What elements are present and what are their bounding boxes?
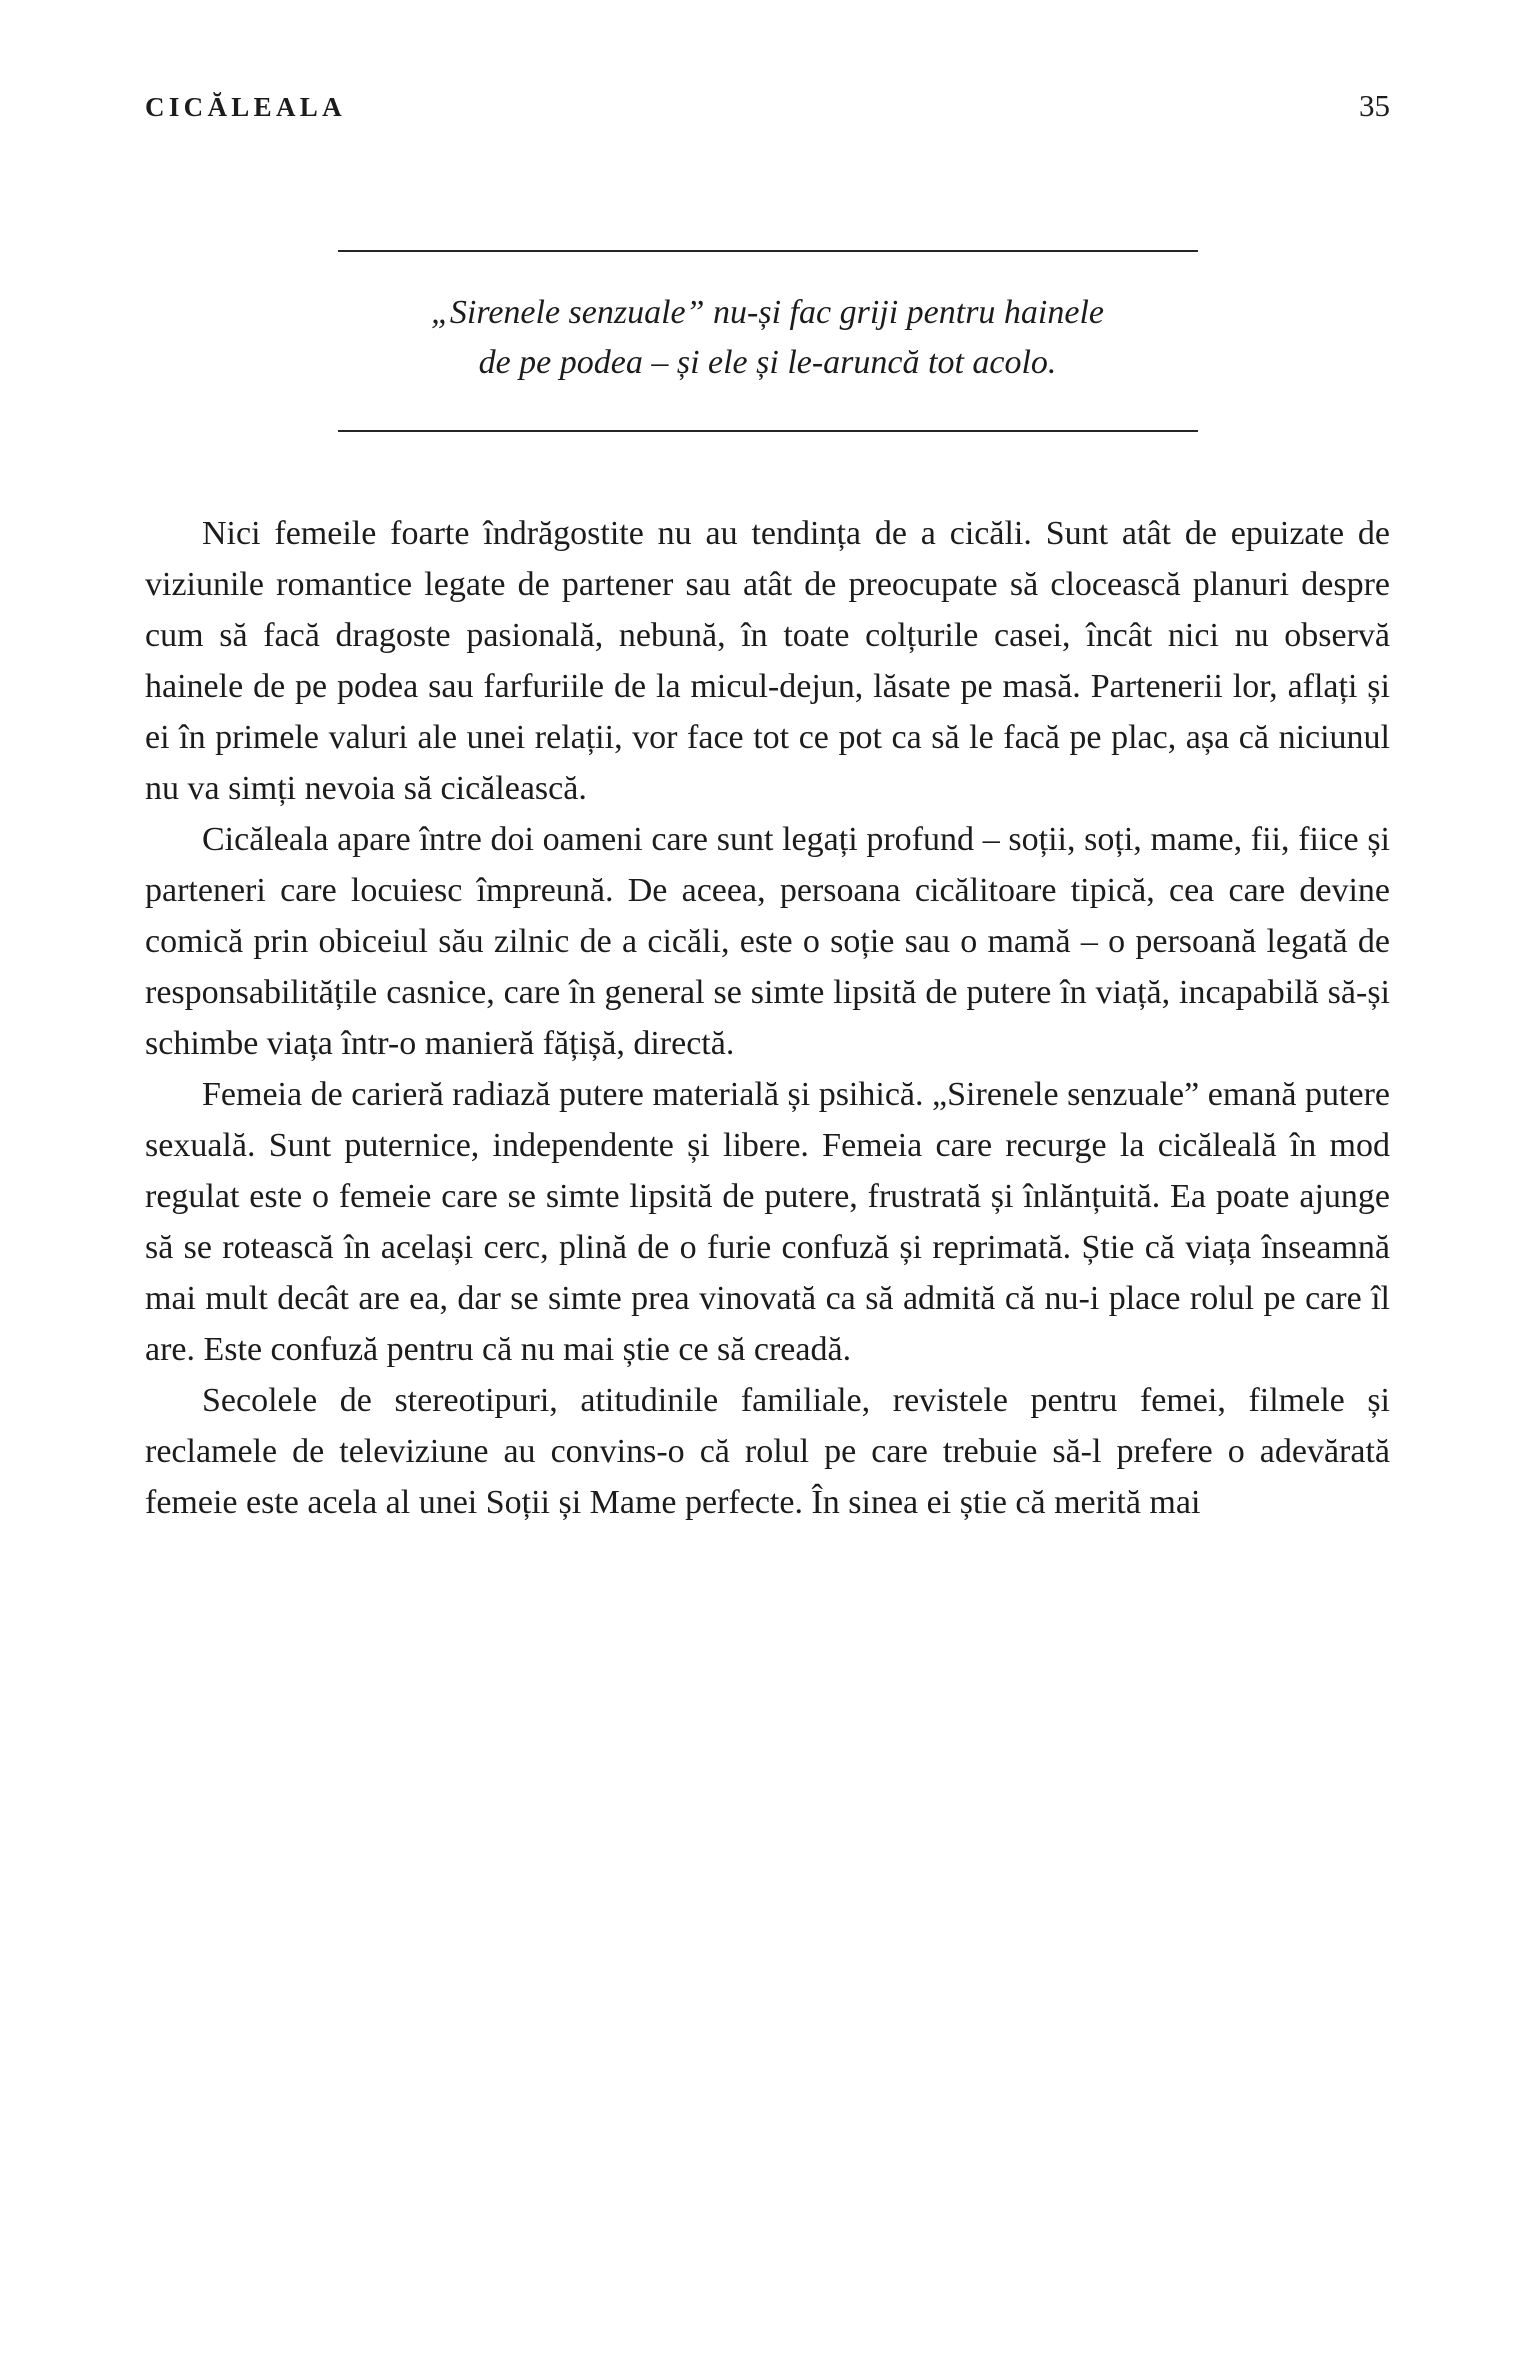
paragraph: Nici femeile foarte îndrăgostite nu au tendința de a cicăli. Sunt atât de epuizate de viziunile romantice legate de partener sau atât de preocupate să clocească planuri despre cum să facă dragoste pasională, nebună, în toate colțurile casei, încât nici nu observă hainele de pe podea sau farfuriile de la micul-dejun, lăsate pe masă. Partenerii lor, aflați și ei în primele valuri ale unei relații, vor face tot ce pot ca să le facă pe plac, așa că niciunul nu va simți nevoia să cicălească. [145, 515, 1390, 807]
epigraph-line-2: de pe podea – și ele și le-aruncă tot acolo. [478, 344, 1057, 381]
page-header [145, 88, 1390, 124]
body-text [145, 508, 1390, 1528]
paragraph: Femeia de carieră radiază putere materială și psihică. „Sirenele senzuale” emană putere sexuală. Sunt puternice, independente și libere. Femeia care recurge la cicăleală în mod regulat este o femeie care se simte lipsită de putere, frustrată și înlănțuită. Ea poate ajunge să se rotească în același cerc, plină de o furie confuză și reprimată. Știe că viața înseamnă mai mult decât are ea, dar se simte prea vinovată ca să admită că nu-i place rolul pe care îl are. Este confuză pentru că nu mai știe ce să creadă. [145, 1076, 1390, 1368]
chapter-title: CICĂLEALA [145, 92, 346, 122]
epigraph-line-1: „Sirenele senzuale” nu-și fac griji pentru hainele [431, 294, 1104, 331]
epigraph [338, 250, 1198, 432]
paragraph: Cicăleala apare între doi oameni care sunt legați profund – soții, soți, mame, fii, fiice și parteneri care locuiesc împreună. De aceea, persoana cicălitoare tipică, cea care devine comică prin obiceiul său zilnic de a cicăli, este o soție sau o mamă – o persoană legată de responsabilitățile casnice, care în general se simte lipsită de putere în viață, incapabilă să-și schimbe viața într-o manieră fățișă, directă. [145, 821, 1390, 1062]
page-number: 35 [1359, 88, 1390, 123]
paragraph: Secolele de stereotipuri, atitudinile familiale, revistele pentru femei, filmele și reclamele de televiziune au convins-o că rolul pe care trebuie să-l prefere o adevărată femeie este acela al unei Soții și Mame perfecte. În sinea ei știe că merită mai [145, 1382, 1390, 1521]
